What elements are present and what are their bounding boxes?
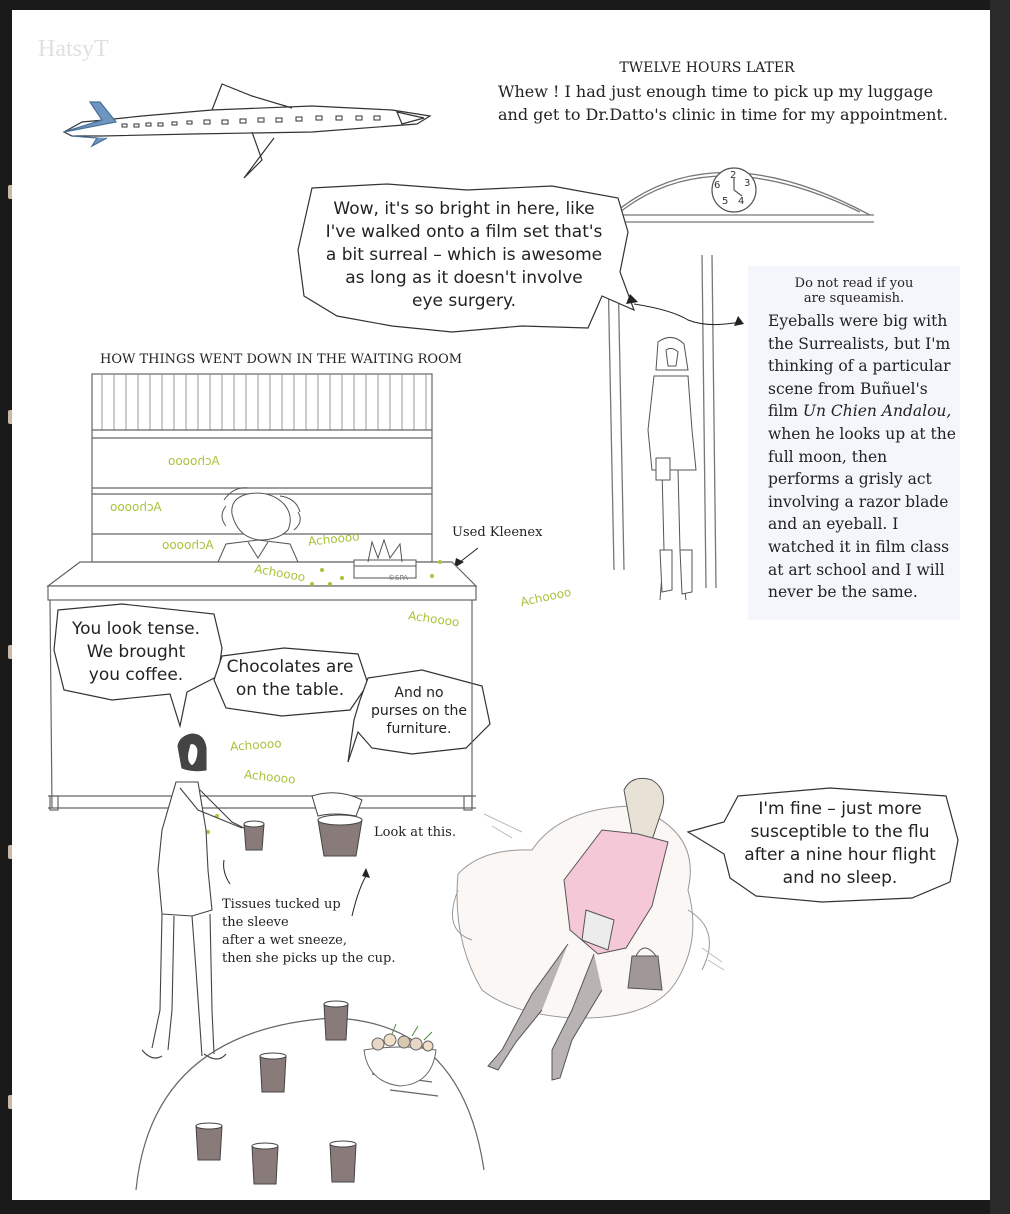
speech-text-tense [56,618,216,687]
coffee-cup-held [244,821,264,850]
speech-line: I've walked onto a film set that's [325,222,603,242]
look-at-this-label: Look at this. [374,825,456,840]
note-body-text: when he looks up at the full moon, then performs a grisly act involving a razor blade and an eyeball. I watched it in film class at art school and I will never be the same. [768,424,956,602]
note-heading-1: Do not read if you [794,276,914,291]
panel-title: TWELVE HOURS LATER [619,60,795,76]
speech-line: you coffee. [88,665,184,685]
speech-line: We brought [86,642,186,662]
sneeze-sound: Achoooo [519,584,573,610]
sneeze-sound: Achoooo [229,736,283,754]
speech-line: You look tense. [71,619,201,639]
speech-line: furniture. [386,721,452,737]
speech-text-purses [356,684,482,738]
arrow-used-kleenex [460,548,478,562]
sneeze-sound: Achoooo [307,529,361,549]
kleenex-box-label: ©SPA [388,574,409,582]
caption-line: the sleeve [222,915,289,930]
woman-in-doorway-figure [648,337,696,600]
note-body-text: Eyeballs were big with the Surrealists, but I'm thinking of a particular scene from Buñuel's film [768,312,951,421]
sneeze-sound: Achoooo [110,500,162,514]
clock-number: 6 [714,180,721,191]
speech-line: after a nine hour flight [744,845,936,865]
speech-line: on the table. [235,680,345,700]
comic-page [12,10,990,1200]
speech-line: And no [394,685,444,701]
coffee-cup-large [312,793,362,856]
film-title: Un Chien Andalou, [802,402,952,421]
table-cups [196,1001,356,1184]
sneeze-sound: Achoooo [168,454,220,468]
clock-number: 2 [730,170,737,181]
clock-number: 4 [738,196,745,207]
speech-text-fine [728,798,952,890]
caption-line: then she picks up the cup. [222,951,396,966]
speech-line: susceptible to the flu [750,822,930,842]
arrow-tissues [224,860,230,884]
sneeze-sound: Achoooo [407,608,461,630]
arrow-to-sidebar [634,304,740,325]
tissues-caption [222,896,395,968]
sneeze-sound: Achoooo [162,538,214,552]
note-heading-2: are squeamish. [803,291,905,306]
narration-line-2: and get to Dr.Datto's clinic in time for my appointment. [498,105,948,124]
page-edge-shadow [990,0,1010,1214]
caption-line: after a wet sneeze, [222,933,347,948]
airplane-illustration [64,84,430,178]
sneeze-sound: Achoooo [253,561,307,585]
speech-line: and no sleep. [782,868,898,888]
speech-line: eye surgery. [412,291,516,311]
speech-text-chocolates [214,656,366,702]
speech-text-bright [304,198,624,313]
narration-line-1: Whew ! I had just enough time to pick up my luggage [498,82,934,101]
used-kleenex-label: Used Kleenex [452,525,543,540]
clock-number: 5 [722,196,729,207]
clock-number: 3 [744,178,751,189]
caption-line: Tissues tucked up [222,897,341,912]
speech-line: as long as it doesn't involve [345,268,583,288]
speech-line: purses on the [370,703,468,719]
speech-line: I'm fine – just more [758,799,922,819]
watermark: HatsyT [38,36,109,62]
waiting-room-title: HOW THINGS WENT DOWN IN THE WAITING ROOM [100,352,463,367]
squeamish-note-box [748,266,960,620]
sneeze-sound: Achoooo [243,767,297,787]
speech-line: Chocolates are [226,657,354,677]
speech-line: a bit surreal – which is awesome [325,245,603,265]
clock-face [712,168,756,212]
note-body [748,306,958,604]
speech-line: Wow, it's so bright in here, like [333,199,595,219]
